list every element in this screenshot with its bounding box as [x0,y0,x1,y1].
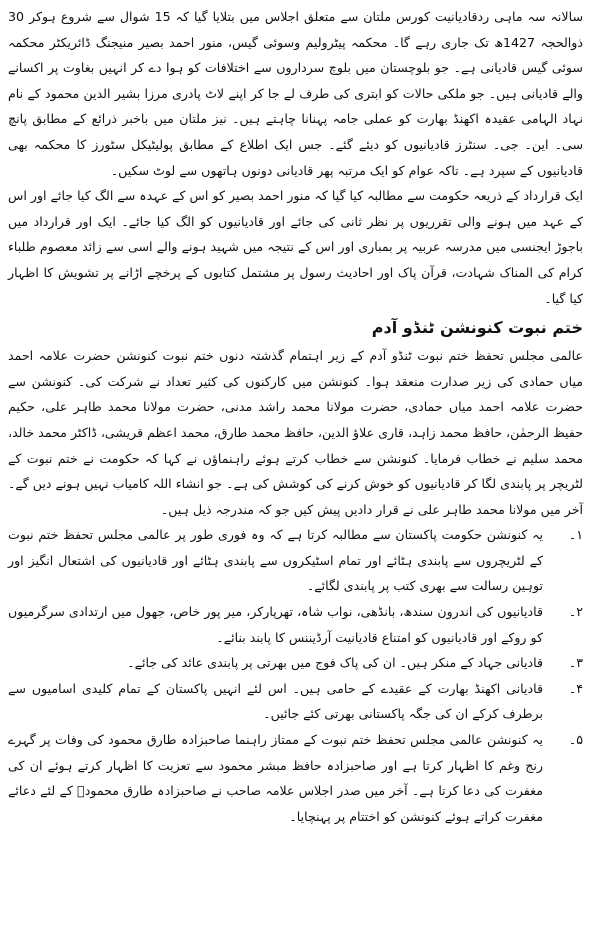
section-heading: ختم نبوت کنونشن ٹنڈو آدم [371,318,583,338]
resolution-number: ۵۔ [568,732,583,748]
resolution-item [8,676,583,727]
resolution-item [8,650,583,676]
resolution-number: ۳۔ [568,655,583,671]
resolution-number: ۱۔ [568,527,583,543]
resolution-item [8,599,583,650]
resolution-item [8,522,583,599]
convention-paragraph: عالمی مجلس تحفظ ختم نبوت ٹنڈو آدم کے زیر اہتمام گذشتہ دنوں ختم نبوت کنونشن حضرت علامہ احمد میاں حمادی کی زیر صدارت منعقد ہوا۔ کنونشن میں کارکنوں کی کثیر تعداد نے شرکت کی۔ کنونشن سے حضرت علامہ احمد میاں حمادی، حضرت مولانا محمد راشد مدنی، حضرت مولانا محمد طاہر علی، حکیم حفیظ الرحمٰن، حافظ محمد زاہد، قاری علاؤ الدین، حافظ محمد طارق، محمد اعظم قریشی، ڈاکٹر محمد خالد، محمد سلیم نے خطاب فرمایا۔ کنونشن سے خطاب کرتے ہوئے راہنماؤں نے کہا کہ حکومت نے ختم نبوت کے لٹریچر پر پابندی لگا کر قادیانیوں کو خوش کرنے کی کوشش کی ہے۔ جو انشاء اللہ کامیاب نہیں ہونے دیں گے۔ آخر میں مولانا محمد طاہر علی نے قرار دادیں پیش کیں جو کہ مندرجہ ذیل ہیں۔ [8,348,583,517]
resolution-text: قادیانیوں کی اندرون سندھ، بانڈھی، نواب شاہ، تھرپارکر، میر پور خاص، جھول میں ارتدادی سرگرمیوں کو روکے اور قادیانیوں کو امتناع قادیانیت آرڈیننس کا پابند بنائے۔ [8,604,543,645]
resolutions-list [8,522,583,829]
resolution-number: ۲۔ [568,604,583,620]
resolution-text: یہ کنونشن حکومت پاکستان سے مطالبہ کرتا ہے کہ وہ فوری طور پر عالمی مجلس تحفظ ختم نبوت کے لٹریچروں سے پابندی ہٹائے اور تمام اسٹیکروں سے پابندی ہٹائے اور قادیانیوں کی اشتعال انگیز اور توہین رسالت سے بھری کتب پر پابندی لگائے۔ [8,527,543,594]
resolution-text: قادیانی اکھنڈ بھارت کے عقیدے کے حامی ہیں۔ اس لئے انہیں پاکستان کے تمام کلیدی اسامیوں سے برطرف کرکے ان کی جگہ پاکستانی بھرتی کئے جائیں۔ [8,680,543,722]
resolution-paragraph-multan: ایک قرارداد کے ذریعہ حکومت سے مطالبہ کیا گیا کہ منور احمد بصیر کو اس کے عہدہ سے الگ کیا جائے اور اس کے عہد میں ہونے والی تقرریوں پر نظر ثانی کی جائے اور قادیانیوں کو الگ کیا جائے۔ ایک اور قرارداد میں باجوڑ ایجنسی میں مدرسہ عربیہ پر بمباری اور اس کے نتیجہ میں شہید ہونے والے اسی سے زائد معصوم طلباء کرام کی المناک شہادت، قرآن پاک اور احادیث رسول پر مشتمل کتابوں کے پرخچے اڑانے پر تشویش کا اظہار کیا گیا۔ [8,188,583,306]
resolution-text: یہ کنونشن عالمی مجلس تحفظ ختم نبوت کے ممتاز راہنما صاحبزادہ طارق محمود کی وفات پر گہرے رنج وغم کا اظہار کرتا ہے اور صاحبزادہ حافظ مبشر محمود سے تعزیت کا اظہار کرتے ہوئے ان کی مغفرت کی دعا کرتا ہے۔ آخر میں صدر اجلاس علامہ صاحب نے صاحبزادہ طارق محمودؒ کے لئے دعائے مغفرت کراتے ہوئے کنونشن کو اختتام پر پہنچایا۔ [8,732,543,824]
resolution-text: قادیانی جہاد کے منکر ہیں۔ ان کی پاک فوج میں بھرتی پر پابندی عائد کی جائے۔ [127,655,543,671]
resolution-number: ۴۔ [568,680,583,696]
resolution-item [8,727,583,829]
intro-paragraph-multan: سالانہ سہ ماہی ردقادیانیت کورس ملتان سے متعلق اجلاس میں بتلایا گیا کہ 15 شوال سے شروع ہوکر 30 ذوالحجہ 1427ھ تک جاری رہے گا۔ محکمہ پیٹرولیم وسوئی گیس، منور احمد بصیر منیجنگ ڈائریکٹر محکمہ سوئی گیس قادیانی ہے۔ جو بلوچستان میں بلوچ سرداروں سے اختلافات کو ہوا دے کر انہیں بغاوت پر اکسانے والے قادیانی ہیں۔ جو ملکی حالات کو ابتری کی طرف لے جا کر اپنے لاٹ پادری مرزا بشیر الدین محمود کے نام نہاد الہامی عقیدہ اکھنڈ بھارت کو عملی جامہ پہنانا چاہتے ہیں۔ نیز ملتان میں باخبر ذرائع کے مطابق پانچ سی۔ این۔ جی۔ سنٹرز قادیانیوں کو دیئے گئے۔ جس ایک اطلاع کے مطابق پولیٹیکل سٹورز کا محکمہ بھی قادیانیوں کے سپرد ہے۔ تاکہ عوام کو ایک مرتبہ پھر قادیانی دونوں ہاتھوں سے لوٹ سکیں۔ [8,9,583,178]
